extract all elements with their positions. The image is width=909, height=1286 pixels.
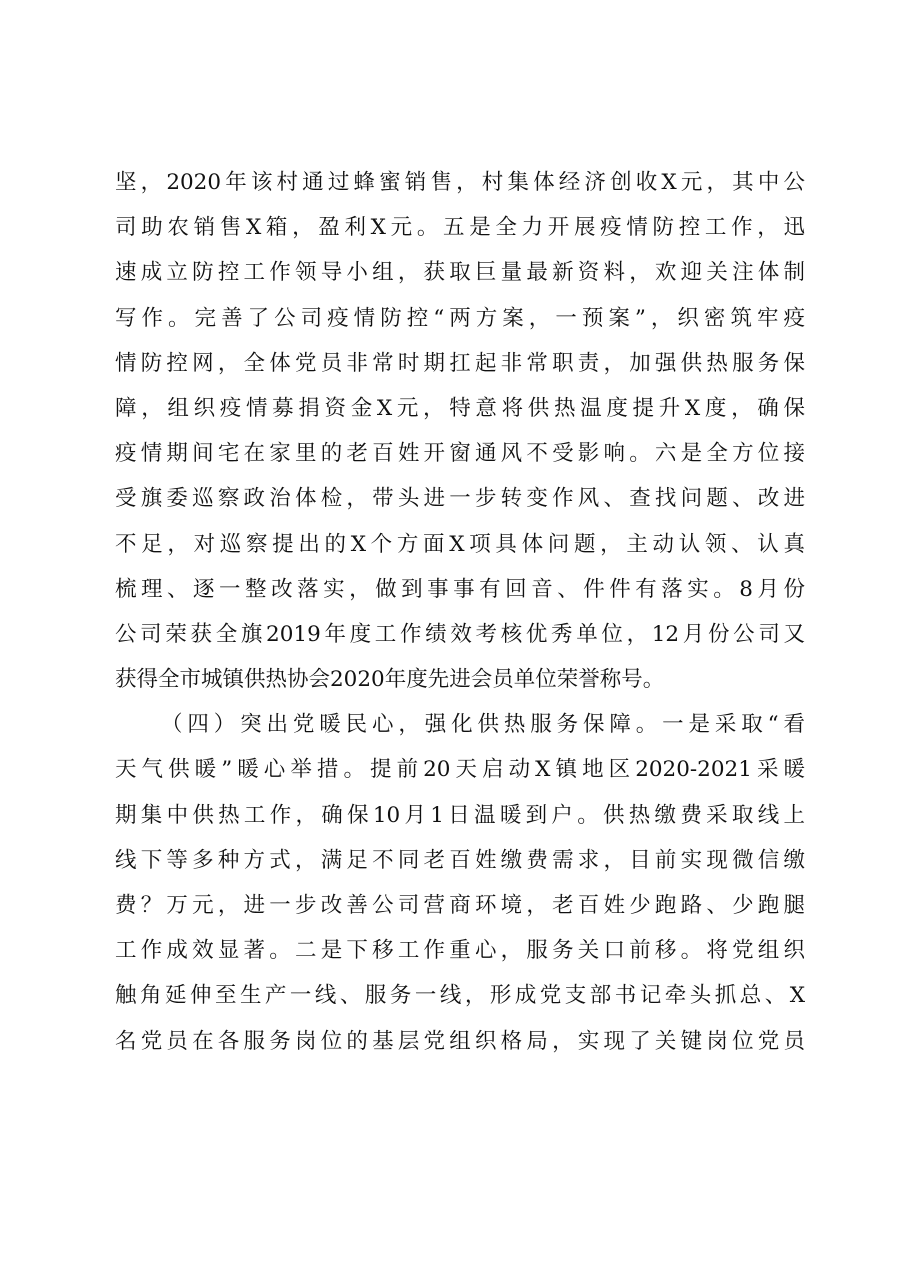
paragraph-line: 坚，2020年该村通过蜂蜜销售，村集体经济创收X元，其中公 — [115, 170, 805, 195]
paragraph-line: 情防控网，全体党员非常时期扛起非常职责，加强供热服务保 — [115, 350, 805, 376]
paragraph-line: 梳理、逐一整改落实，做到事事有回音、件件有落实。8月份 — [115, 576, 805, 602]
paragraph-line: 速成立防控工作领导小组，获取巨量最新资料，欢迎关注体制 — [115, 260, 805, 286]
paragraph-line: 障，组织疫情募捐资金X元，特意将供热温度提升X度，确保 — [115, 395, 805, 421]
paragraph-line: 公司荣获全旗2019年度工作绩效考核优秀单位，12月份公司又 — [115, 621, 805, 647]
paragraph-line: 获得全市城镇供热协会2020年度先进会员单位荣誉称号。 — [115, 667, 665, 693]
paragraph-line: 受旗委巡察政治体检，带头进一步转变作风、查找问题、改进 — [115, 486, 805, 512]
paragraph-line: 线下等多种方式，满足不同老百姓缴费需求，目前实现微信缴 — [115, 847, 805, 873]
paragraph-line: 司助农销售X箱，盈利X元。五是全力开展疫情防控工作，迅 — [115, 215, 805, 241]
paragraph-line: 期集中供热工作，确保10月1日温暖到户。供热缴费采取线上 — [115, 802, 805, 828]
paragraph-line: 费？万元，进一步改善公司营商环境，老百姓少跑路、少跑腿 — [115, 893, 805, 918]
document-body — [115, 160, 805, 1064]
paragraph-line: 名党员在各服务岗位的基层党组织格局，实现了关键岗位党员 — [115, 1028, 805, 1054]
paragraph-line: 疫情期间宅在家里的老百姓开窗通风不受影响。六是全方位接 — [115, 441, 805, 467]
paragraph-line: 天气供暖”暖心举措。提前20天启动X镇地区2020-2021采暖 — [115, 757, 805, 783]
paragraph-line: 写作。完善了公司疫情防控“两方案，一预案”，织密筑牢疫 — [115, 305, 805, 331]
paragraph-line: 工作成效显著。二是下移工作重心，服务关口前移。将党组织 — [115, 938, 805, 964]
paragraph-line: 不足，对巡察提出的X个方面X项具体问题，主动认领、认真 — [115, 531, 805, 557]
paragraph-line: 触角延伸至生产一线、服务一线，形成党支部书记牵头抓总、X — [115, 983, 805, 1009]
section-heading-line: （四）突出党暖民心，强化供热服务保障。一是采取“看 — [161, 712, 805, 738]
